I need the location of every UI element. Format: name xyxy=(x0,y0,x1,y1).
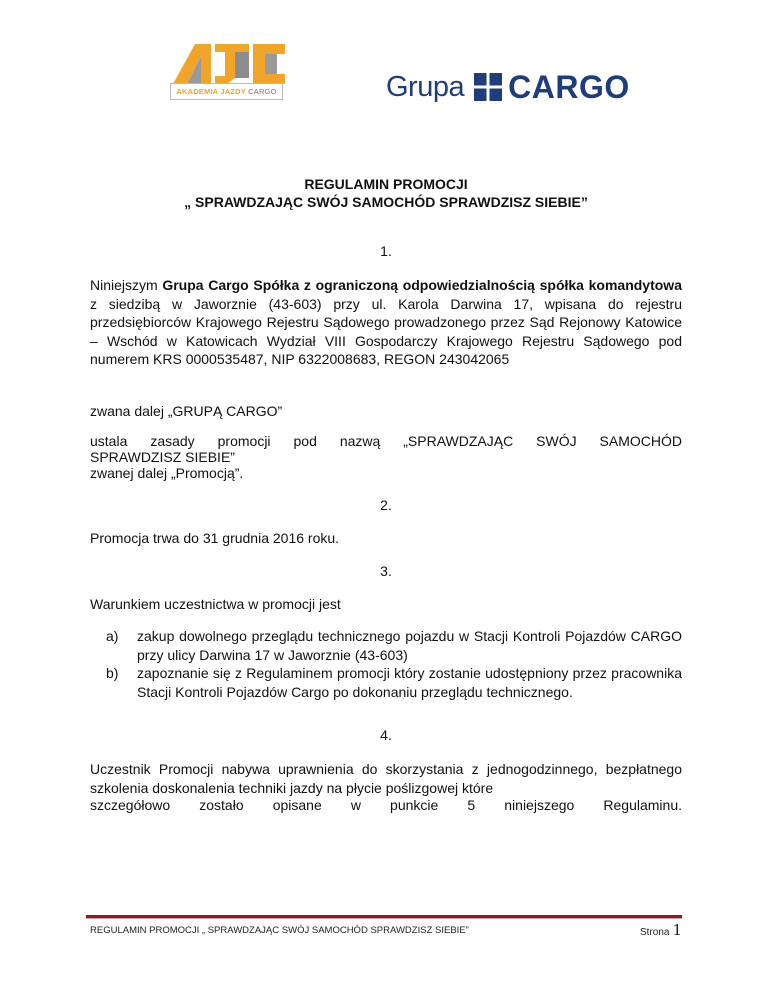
grupa-cargo-logo xyxy=(386,70,630,104)
section-1-number: 1. xyxy=(380,243,392,259)
section-1-called: zwana dalej „GRUPĄ CARGO” xyxy=(90,403,283,419)
section-3-intro: Warunkiem uczestnictwa w promocji jest xyxy=(90,596,341,612)
section-4-number: 4. xyxy=(380,727,392,743)
akademia-jazdy-caption: AKADEMIA JAZDY CARGO xyxy=(170,83,283,100)
doc-title-line2: „ SPRAWDZAJĄC SWÓJ SAMOCHÓD SPRAWDZISZ SIEBIE” xyxy=(184,194,588,210)
section-1-sets-line1: ustala zasady promocji pod nazwą „SPRAWDZAJĄC SWÓJ SAMOCHÓD xyxy=(90,433,682,449)
section-2-text: Promocja trwa do 31 grudnia 2016 roku. xyxy=(90,530,340,546)
section-4-last-line: szczegółowo zostało opisane w punkcie 5 niniejszego Regulaminu. xyxy=(90,797,682,813)
doc-title-line1: REGULAMIN PROMOCJI xyxy=(304,176,468,192)
list-item: a) zakup dowolnego przeglądu technicznego pojazdu w Stacji Kontroli Pojazdów CARGO przy ulicy Darwina 17 w Jaworznie (43-603) xyxy=(106,628,682,663)
logo-cargo-text: CARGO xyxy=(508,68,630,105)
section-4-text: Uczestnik Promocji nabywa uprawnienia do skorzystania z jednogodzinnego, bezpłatnego szkolenia doskonalenia techniki jazdy na płycie poślizgowej które xyxy=(90,761,682,796)
section-1-sets-line3: zwanej dalej „Promocją”. xyxy=(90,465,244,481)
section-1-sets-line2: SPRAWDZISZ SIEBIE” xyxy=(90,449,235,465)
logo-grupa-text: Grupa xyxy=(386,70,465,103)
page-number: 1 xyxy=(672,921,682,939)
footer-page: Strona 1 xyxy=(639,921,682,939)
conditions-list xyxy=(106,627,682,701)
section-2-number: 2. xyxy=(380,497,392,513)
section-1-intro: Niniejszym Grupa Cargo Spółka z ograniczoną odpowiedzialnością spółka komandytowa z siedzibą w Jaworznie (43-603) przy ul. Karola Darwina 17, wpisana do rejestru przedsiębiorców Krajowego Rejestru Sądowego prowadzonego przez Sąd Rejonowy Katowice – Wschód w Katowicach Wydział VIII Gospodarczy Krajowego Rejestru Sądowego pod numerem KRS 0000535487, NIP 6322008683, REGON 243042065 xyxy=(90,277,682,367)
company-name: Grupa Cargo Spółka z ograniczoną odpowiedzialnością spółka komandytowa xyxy=(162,277,682,293)
footer-title: REGULAMIN PROMOCJI „ SPRAWDZAJĄC SWÓJ SAMOCHÓD SPRAWDZISZ SIEBIE” xyxy=(90,925,469,936)
footer-rule-thin xyxy=(86,918,682,919)
list-item: b) zapoznanie się z Regulaminem promocji który zostanie udostępniony przez pracownika Stacji Kontroli Pojazdów Cargo po dokonaniu przeglądu technicznego. xyxy=(106,665,682,700)
section-3-number: 3. xyxy=(380,563,392,579)
cargo-squares-icon xyxy=(474,73,502,101)
